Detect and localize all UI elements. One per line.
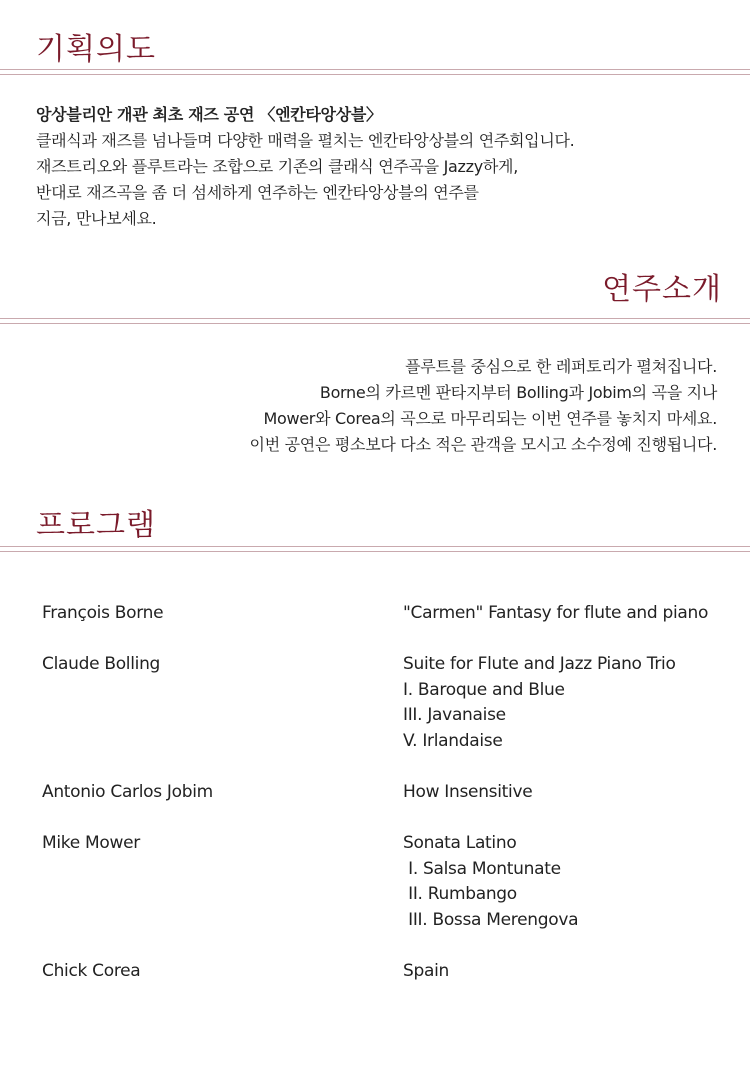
program-heading: 프로그램 xyxy=(36,508,156,543)
program-work xyxy=(403,780,532,806)
program-work xyxy=(403,831,578,933)
program-composer: Chick Corea xyxy=(42,961,141,981)
program-movement: II. Rumbango xyxy=(403,884,517,904)
program-work xyxy=(403,652,676,754)
intent-line: 반대로 재즈곡을 좀 더 섬세하게 연주하는 엔칸타앙상블의 연주를 xyxy=(36,183,479,202)
program-work-title: How Insensitive xyxy=(403,782,533,802)
performance-line: Mower와 Corea의 곡으로 마무리되는 이번 연주를 놓치지 마세요. xyxy=(263,409,717,428)
performance-line: Borne의 카르멘 판타지부터 Bolling과 Jobim의 곡을 지나 xyxy=(319,383,717,402)
intent-line: 지금, 만나보세요. xyxy=(36,209,157,228)
performance-paragraph xyxy=(250,354,717,458)
performance-line: 플루트를 중심으로 한 레퍼토리가 펼쳐집니다. xyxy=(405,357,717,376)
program-movement: III. Bossa Merengova xyxy=(403,909,579,930)
program-work-title: Sonata Latino xyxy=(403,833,517,853)
program-movement: III. Javanaise xyxy=(403,705,506,725)
performance-line: 이번 공연은 평소보다 다소 적은 관객을 모시고 소수정예 진행됩니다. xyxy=(249,435,717,454)
performance-heading: 연주소개 xyxy=(602,272,722,307)
program-movement: I. Baroque and Blue xyxy=(403,679,565,700)
program-work xyxy=(403,959,449,985)
program-work xyxy=(403,601,708,627)
program-work-title: Suite for Flute and Jazz Piano Trio xyxy=(403,654,676,674)
program-composer: Claude Bolling xyxy=(42,654,161,674)
intent-paragraph xyxy=(36,102,574,232)
program-movement: I. Salsa Montunate xyxy=(403,858,561,879)
program-composer: François Borne xyxy=(42,603,164,623)
program-divider xyxy=(0,546,750,552)
intent-heading: 기획의도 xyxy=(36,32,156,67)
intent-line: 재즈트리오와 플루트라는 조합으로 기존의 클래식 연주곡을 Jazzy하게, xyxy=(36,157,519,176)
intent-divider xyxy=(0,69,750,75)
program-movement: V. Irlandaise xyxy=(403,730,503,751)
intent-line: 클래식과 재즈를 넘나들며 다양한 매력을 펼치는 엔칸타앙상블의 연주회입니다. xyxy=(36,131,575,150)
program-composer: Mike Mower xyxy=(42,833,140,853)
performance-divider xyxy=(0,318,750,324)
intent-headline: 앙상블리안 개관 최초 재즈 공연 〈엔칸타앙상블〉 xyxy=(36,105,382,124)
program-work-title: Spain xyxy=(403,961,449,981)
program-composer: Antonio Carlos Jobim xyxy=(42,782,213,802)
program-work-title: "Carmen" Fantasy for flute and piano xyxy=(403,603,709,623)
